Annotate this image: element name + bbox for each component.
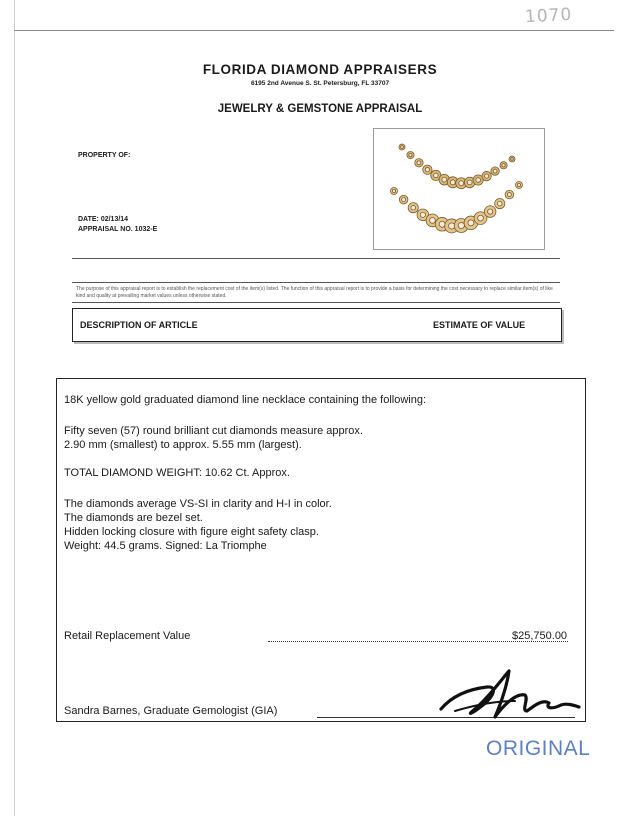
bead-diamond — [409, 154, 412, 157]
bead-diamond — [442, 177, 447, 182]
estimate-header: ESTIMATE OF VALUE — [433, 320, 526, 330]
appraisal-no-row — [78, 226, 157, 233]
property-of-label: PROPERTY OF: — [78, 152, 131, 159]
weight-signed: Weight: 44.5 grams. Signed: La Triomphe — [64, 540, 267, 552]
date-row — [78, 216, 128, 223]
appraisal-no-label: APPRAISAL NO. — [78, 226, 133, 233]
bead-diamond — [459, 181, 464, 186]
bead-diamond — [417, 161, 421, 165]
bead-diamond — [485, 174, 489, 178]
bead-diamond — [493, 169, 497, 173]
description-intro: 18K yellow gold graduated diamond line necklace containing the following: — [64, 394, 427, 406]
retail-replacement-value: $25,750.00 — [512, 630, 568, 642]
bead-diamond — [439, 221, 445, 227]
signature-scribble-icon — [435, 665, 585, 725]
bead-diamond — [401, 146, 404, 149]
bead-diamond — [476, 178, 481, 183]
bead-diamond — [467, 180, 472, 185]
necklace-icon — [374, 129, 544, 249]
purpose-statement: The purpose of this appraisal report is to establish the replacement cost of the item(s) listed. The function of this appraisal report is to provide a basis for determining the cost necessary to replace similar item(s) of like kind and quality at prevailing market values unless otherwise stated. — [76, 286, 553, 299]
frame-top-line — [14, 30, 614, 31]
appraisal-no-value: 1032-E — [134, 226, 158, 233]
bead-diamond — [507, 193, 511, 197]
bead-diamond — [450, 180, 455, 185]
bead-diamond — [468, 220, 474, 226]
bead-diamond — [449, 223, 455, 229]
company-name: FLORIDA DIAMOND APPRAISERS — [202, 62, 438, 77]
clasp-description: Hidden locking closure with figure eight safety clasp. — [64, 526, 319, 538]
divider-line-1 — [72, 258, 560, 259]
diamond-setting: The diamonds are bezel set. — [64, 512, 203, 524]
necklace-photo — [373, 128, 545, 250]
divider-line-3 — [72, 302, 560, 303]
description-box — [56, 378, 586, 722]
bead-diamond — [392, 189, 395, 192]
bead-diamond — [497, 201, 502, 206]
bead-diamond — [425, 168, 429, 172]
description-header: DESCRIPTION OF ARTICLE — [80, 320, 198, 330]
bead-diamond — [488, 209, 493, 214]
bead-diamond — [502, 164, 505, 167]
diamonds-line-1: Fifty seven (57) round brilliant cut diamonds measure approx. — [64, 425, 363, 437]
bead-diamond — [511, 158, 514, 161]
bead-diamond — [517, 183, 520, 186]
date-label: DATE: — [78, 216, 99, 223]
retail-replacement-label: Retail Replacement Value — [64, 630, 191, 642]
total-diamond-weight: TOTAL DIAMOND WEIGHT: 10.62 Ct. Approx. — [64, 467, 290, 479]
divider-line-2 — [72, 282, 560, 283]
date-value: 02/13/14 — [100, 216, 129, 223]
column-header-box — [72, 308, 562, 342]
diamonds-line-2: 2.90 mm (smallest) to approx. 5.55 mm (largest). — [64, 439, 302, 451]
company-address: 6195 2nd Avenue S. St. Petersburg, FL 33707 — [250, 80, 390, 87]
original-stamp: ORIGINAL — [486, 737, 591, 760]
appraiser-name: Sandra Barnes, Graduate Gemologist (GIA) — [64, 705, 278, 717]
bead-diamond — [402, 198, 406, 202]
bead-diamond — [434, 173, 439, 178]
bead-diamond — [430, 218, 436, 224]
diamond-quality: The diamonds average VS-SI in clarity and H-I in color. — [64, 498, 332, 510]
handwritten-number: 1070 — [524, 4, 573, 28]
bead-diamond — [478, 215, 484, 221]
document-title: JEWELRY & GEMSTONE APPRAISAL — [217, 103, 423, 115]
page-edge — [14, 0, 15, 816]
bead-diamond — [420, 212, 425, 217]
bead-diamond — [411, 205, 416, 210]
bead-diamond — [458, 222, 464, 228]
